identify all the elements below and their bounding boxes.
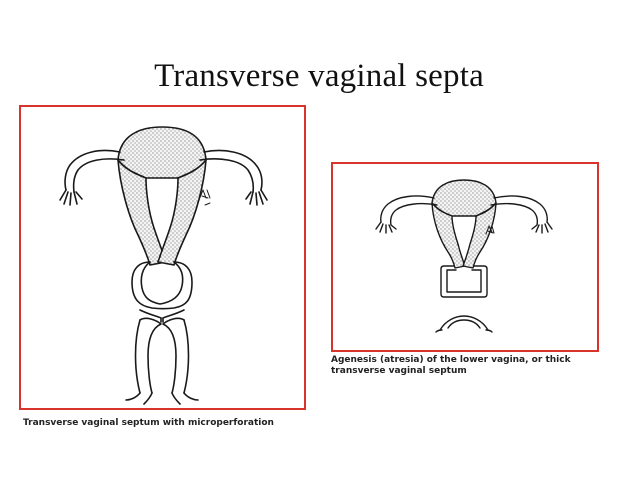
microperforate-septum	[140, 310, 184, 318]
right-fallopian-tube	[494, 196, 547, 222]
lower-vagina-remnant	[440, 316, 488, 330]
slide-title: Transverse vaginal septa	[154, 58, 484, 94]
left-fallopian-tube	[381, 196, 434, 222]
caption-microperforation: Transverse vaginal septum with microperforation	[23, 418, 274, 428]
right-fimbriae	[246, 190, 267, 205]
lower-vagina	[140, 318, 161, 393]
introitus-right	[172, 393, 198, 404]
introitus-left	[126, 393, 152, 404]
right-fimbriae	[532, 222, 552, 233]
caption-agenesis-line2: transverse vaginal septum	[331, 366, 467, 376]
caption-agenesis	[331, 355, 601, 377]
left-fimbriae	[60, 190, 82, 205]
left-fimbriae	[376, 222, 396, 233]
uterus-diagram-left	[60, 127, 267, 404]
caption-agenesis-line1: Agenesis (atresia) of the lower vagina, or thick	[331, 355, 571, 365]
uterus-diagram-right	[376, 180, 552, 332]
